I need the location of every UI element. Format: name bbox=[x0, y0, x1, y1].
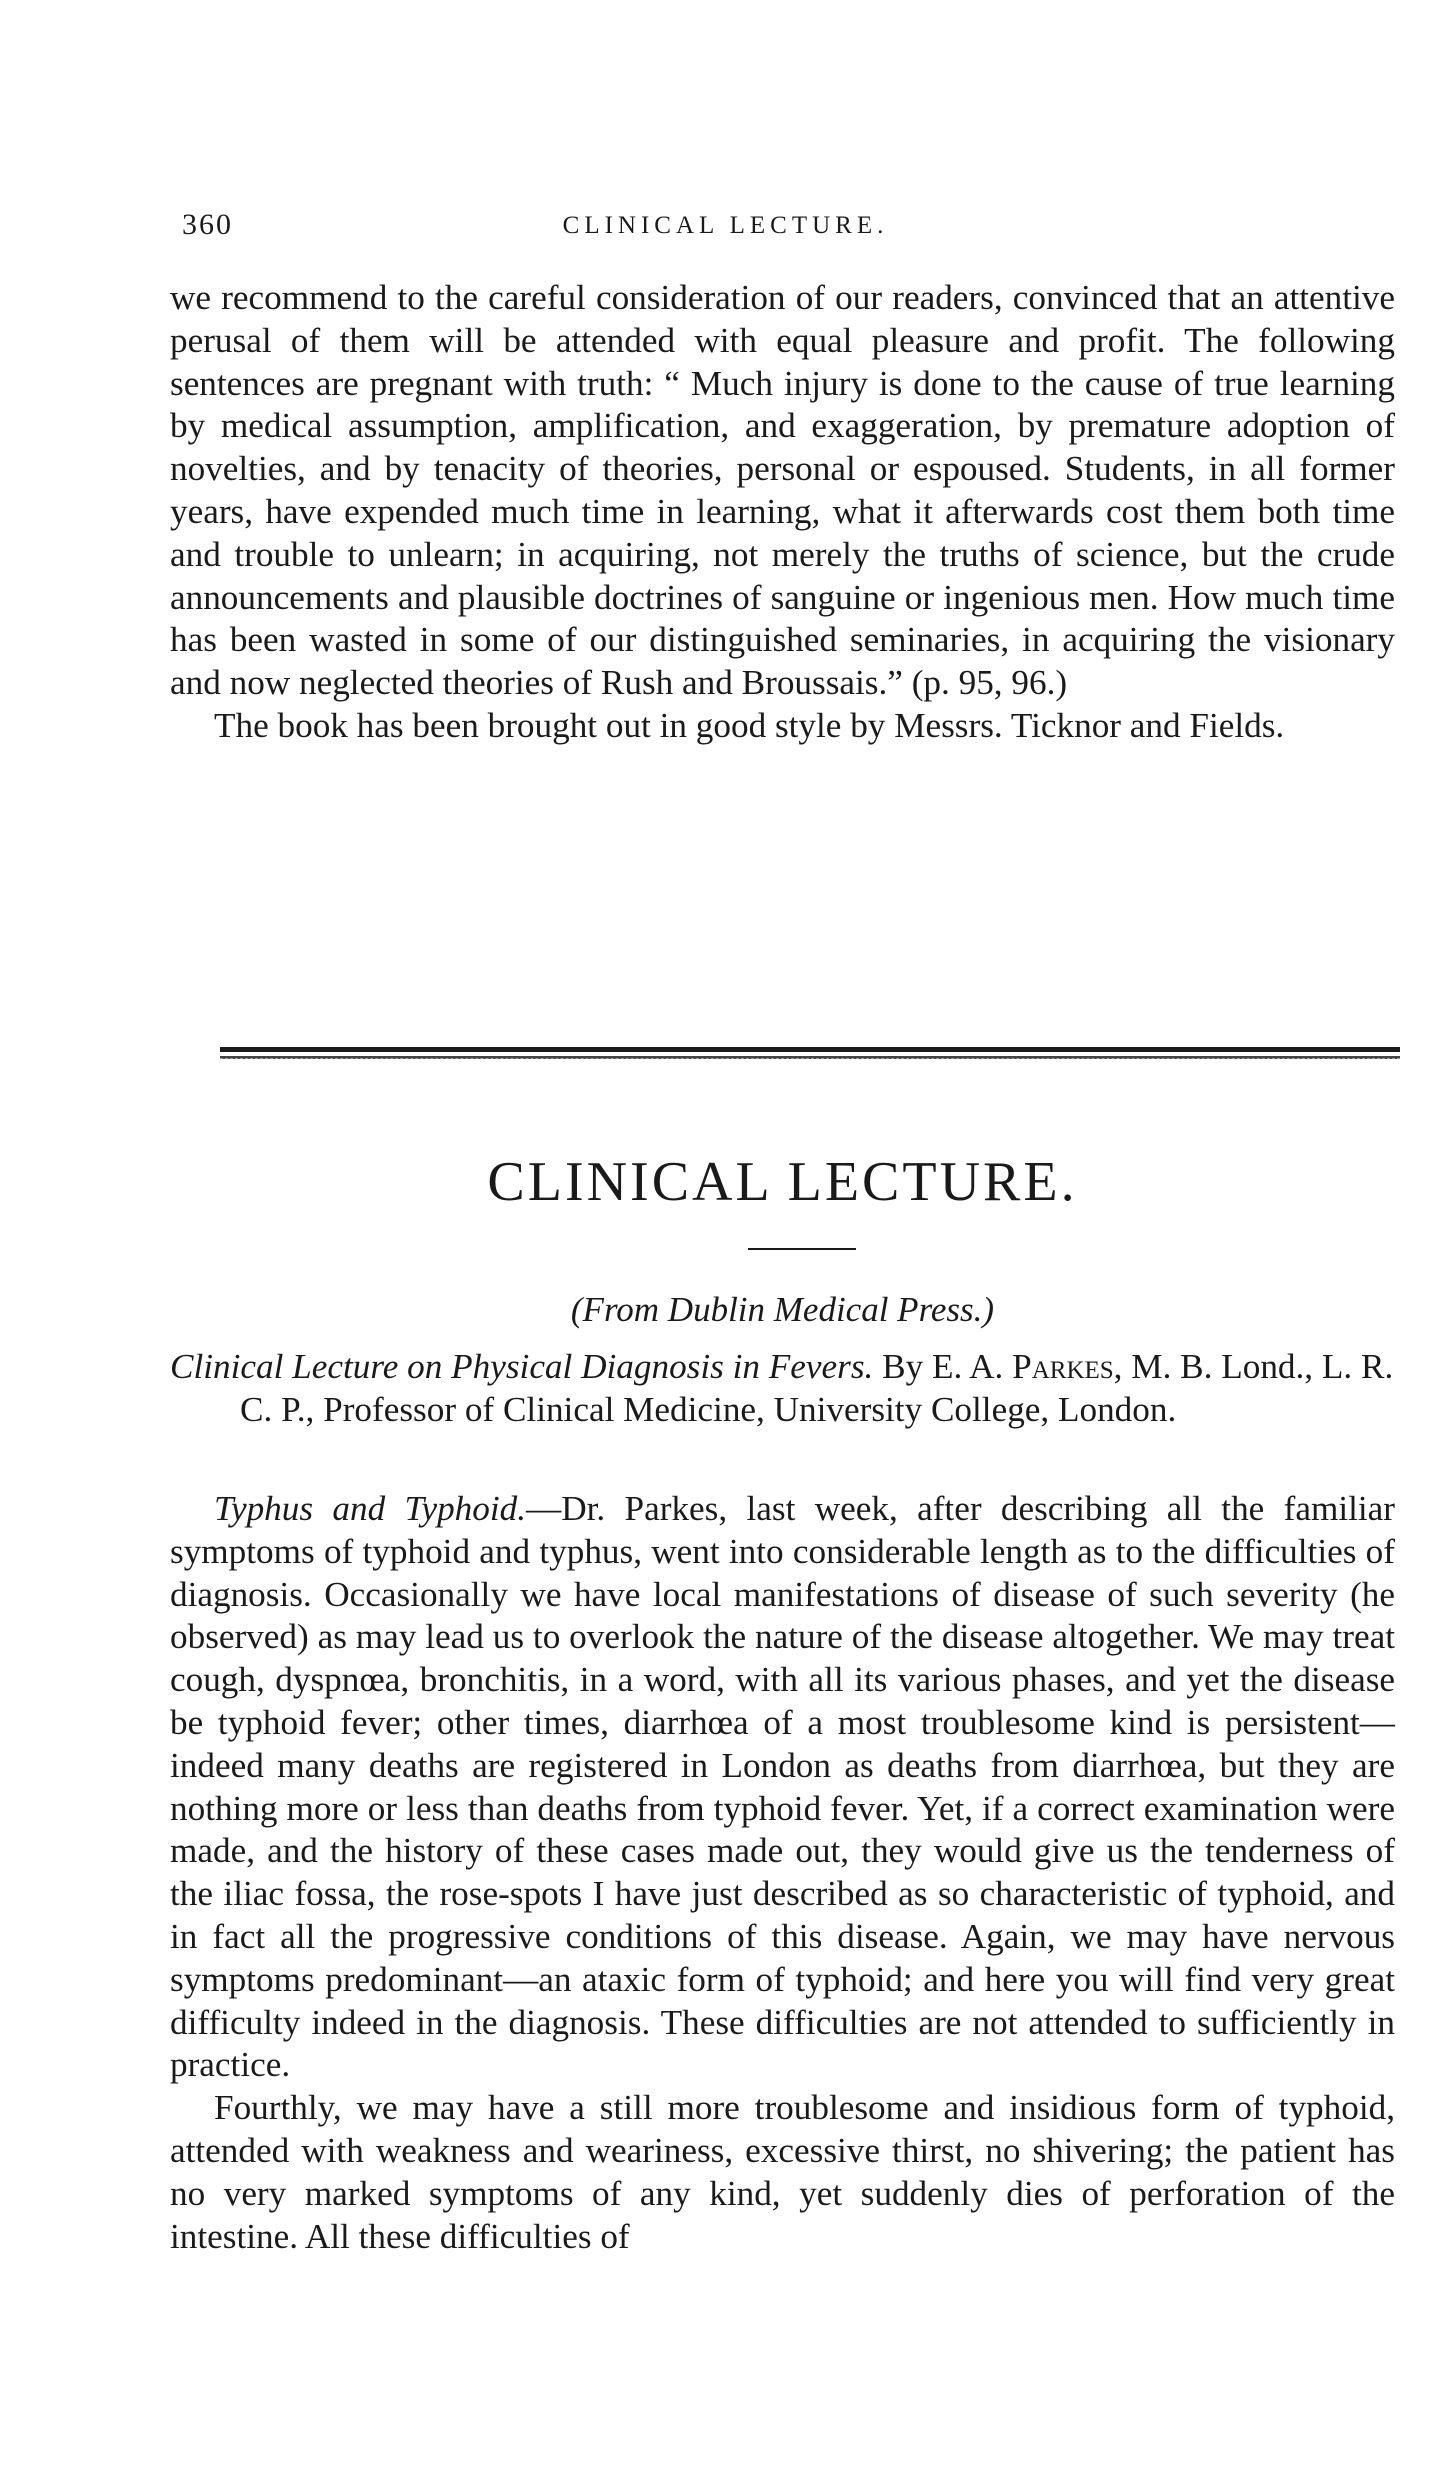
lecture-paragraph: Fourthly, we may have a still more troublesome and insidious form of typhoid, attended with weakness and weariness, excessive thirst, no shivering; the patient has no very marked symptoms of any kind, yet suddenly dies of perforation of the intestine. All these difficulties of bbox=[170, 2088, 1395, 2256]
divider-thick-rule bbox=[220, 1047, 1400, 1052]
lecture-citation bbox=[170, 1346, 1395, 1432]
lecture-paragraph-text: —Dr. Parkes, last week, after describing all the familiar symptoms of typhoid and typhus, went into considerable length as to the difficulties of diagnosis. Occasionally we have local manifestations of disease of such severity (he observed) as may lead us to overlook the nature of the disease altogether. We may treat cough, dyspnœa, bronchitis, in a word, with all its various phases, and yet the disease be typhoid fever; other times, diarrhœa of a most troublesome kind is persistent—indeed many deaths are registered in London as deaths from diarrhœa, but they are nothing more or less than deaths from typhoid fever. Yet, if a correct examination were made, and the history of these cases made out, they would give us the tenderness of the iliac fossa, the rose-spots I have just described as so characteristic of typhoid, and in fact all the progressive conditions of this disease. Again, we may have nervous symptoms predominant—an ataxic form of typhoid; and here you will find very great difficulty indeed in the diagnosis. These difficulties are not attended to sufficiently in practice. bbox=[170, 1489, 1396, 2085]
citation-credentials: M. B. Lond., L. R. C. P., Professor of Clinical Medicine, University College, London. bbox=[240, 1347, 1394, 1429]
source-line: (From Dublin Medical Press.) bbox=[570, 1290, 995, 1329]
section-divider bbox=[220, 1047, 1400, 1059]
running-title: CLINICAL LECTURE. bbox=[562, 212, 889, 239]
citation-by: By bbox=[873, 1347, 932, 1386]
page-number: 360 bbox=[182, 208, 233, 241]
running-head bbox=[170, 208, 1281, 248]
review-continuation bbox=[170, 277, 1395, 748]
run-in-heading: Typhus and Typhoid. bbox=[214, 1489, 527, 1528]
lecture-body bbox=[170, 1488, 1395, 2258]
review-paragraph: we recommend to the careful consideration of our readers, convinced that an attentive perusal of them will be attended with equal pleasure and profit. The following sentences are pregnant with truth: “ Much injury is done to the cause of true learning by medical assumption, amplification, and exaggeration, by premature adoption of novelties, and by tenacity of theories, personal or espoused. Students, in all former years, have expended much time in learning, what it afterwards cost them both time and trouble to unlearn; in acquiring, not merely the truths of science, but the crude announcements and plausible doctrines of sanguine or ingenious men. How much time has been wasted in some of our distinguished seminaries, in acquiring the visionary and now neglected theories of Rush and Broussais.” (p. 95, 96.) bbox=[170, 278, 1395, 703]
title-underline-rule bbox=[748, 1248, 856, 1250]
citation-paragraph bbox=[170, 1346, 1395, 1432]
section-title: CLINICAL LECTURE. bbox=[487, 1151, 1078, 1213]
citation-title: Clinical Lecture on Physical Diagnosis in Fevers. bbox=[170, 1347, 874, 1386]
review-paragraph: The book has been brought out in good style by Messrs. Ticknor and Fields. bbox=[214, 705, 1285, 745]
citation-author: E. A. Parkes, bbox=[932, 1347, 1123, 1386]
divider-thin-rule bbox=[220, 1056, 1400, 1059]
lecture-paragraph bbox=[170, 1488, 1395, 2087]
